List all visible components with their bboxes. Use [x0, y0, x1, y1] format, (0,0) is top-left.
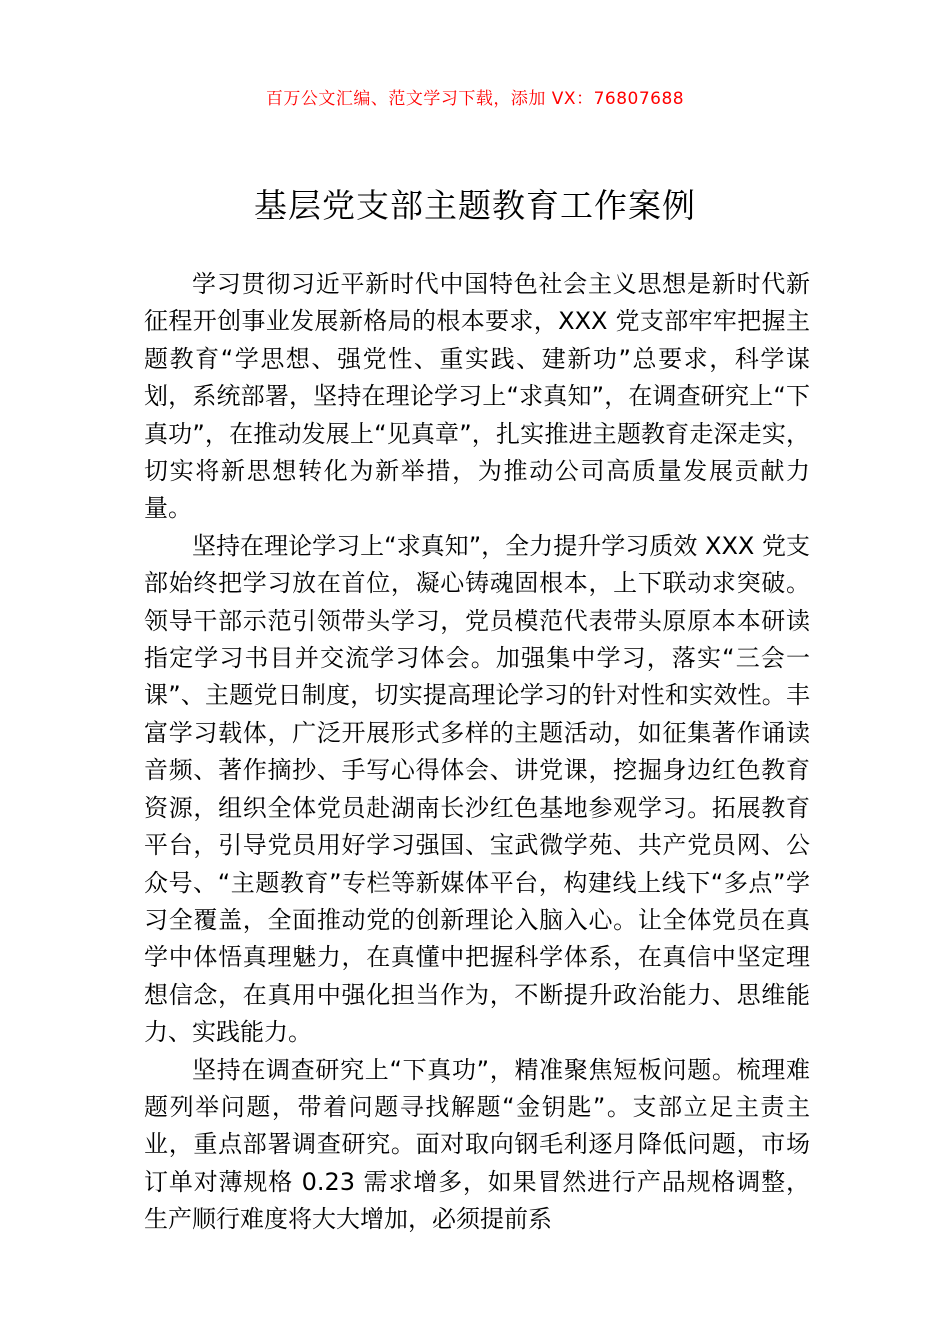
paragraph-investigation: 坚持在调查研究上“下真功”，精准聚焦短板问题。梳理难题列举问题，带着问题寻找解题“金钥匙”。支部立足主责主业，重点部署调查研究。面对取向钢毛利逐月降低问题，市场订单对薄规格 0.23 需求增多，如果冒然进行产品规格调整，生产顺行难度将大大增加，必须提前系 — [144, 1055, 810, 1234]
paragraph-theory-study: 坚持在理论学习上“求真知”，全力提升学习质效 XXX 党支部始终把学习放在首位，凝心铸魂固根本，上下联动求突破。领导干部示范引领带头学习，党员模范代表带头原原本本研读指定学习书目并交流学习体会。加强集中学习，落实“三会一课”、主题党日制度，切实提高理论学习的针对性和实效性。丰富学习载体，广泛开展形式多样的主题活动，如征集著作诵读音频、著作摘抄、手写心得体会、讲党课，挖掘身边红色教育资源，组织全体党员赴湖南长沙红色基地参观学习。拓展教育平台，引导党员用好学习强国、宝武微学苑、共产党员网、公众号、“主题教育”专栏等新媒体平台，构建线上线下“多点”学习全覆盖，全面推动党的创新理论入脑入心。让全体党员在真学中体悟真理魅力，在真懂中把握科学体系，在真信中坚定理想信念，在真用中强化担当作为，不断提升政治能力、思维能力、实践能力。 — [144, 531, 810, 1047]
document-title: 基层党支部主题教育工作案例 — [254, 186, 696, 225]
header-note: 百万公文汇编、范文学习下载，添加 VX：76807688 — [265, 89, 685, 109]
paragraph-intro: 学习贯彻习近平新时代中国特色社会主义思想是新时代新征程开创事业发展新格局的根本要求，XXX 党支部牢牢把握主题教育“学思想、强党性、重实践、建新功”总要求，科学谋划，系统部署，坚持在理论学习上“求真知”，在调查研究上“下真功”，在推动发展上“见真章”，扎实推进主题教育走深走实，切实将新思想转化为新举措，为推动公司高质量发展贡献力量。 — [144, 270, 810, 523]
document-body — [144, 266, 810, 1239]
